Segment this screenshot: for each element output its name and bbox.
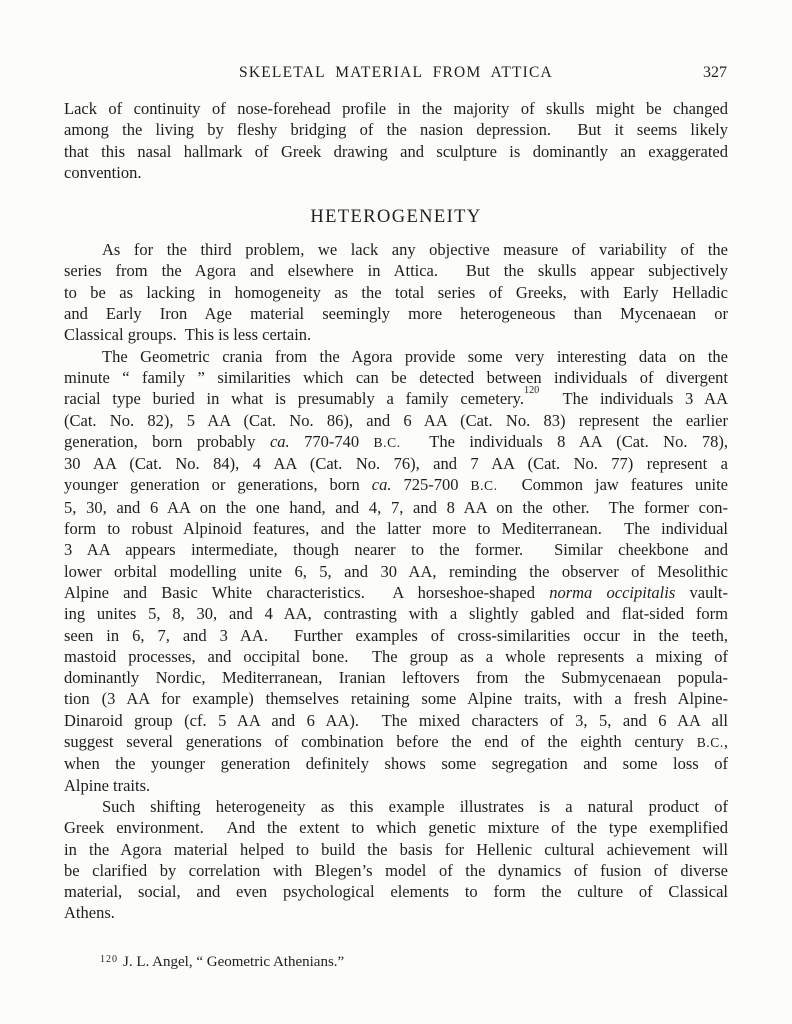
text-line: lower orbital modelling unite 6, 5, and 30 AA, reminding the observer of Mesolithic — [64, 561, 728, 581]
paragraph — [64, 98, 728, 183]
text-line: convention. — [64, 162, 142, 182]
text-line: to be as lacking in homogeneity as the total series of Greeks, with Early Helladic — [64, 282, 728, 302]
text-line: Alpine traits. — [64, 775, 151, 795]
text-line: dominantly Nordic, Mediterranean, Iranian leftovers from the Submycenaean popula- — [64, 668, 728, 688]
text-line: material, social, and even psychological elements to form the culture of Classical — [64, 882, 728, 902]
text-line: 3 AA appears intermediate, though nearer to the former. Similar cheekbone and — [64, 540, 728, 560]
text-line: among the living by fleshy bridging of the nasion depression. But it seems likely — [64, 120, 728, 140]
text-line: that this nasal hallmark of Greek drawing and sculpture is dominantly an exaggerated — [64, 141, 728, 161]
text-line: Dinaroid group (cf. 5 AA and 6 AA). The mixed characters of 3, 5, and 6 AA all — [64, 710, 728, 730]
text-line: Greek environment. And the extent to which genetic mixture of the type exemplified — [64, 818, 728, 838]
text-line: Classical groups. This is less certain. — [64, 325, 312, 345]
text-line: suggest several generations of combination before the end of the eighth century B.C., — [64, 732, 728, 752]
text-line: seen in 6, 7, and 3 AA. Further examples of cross-similarities occur in the teeth, — [64, 625, 728, 645]
text-line: Lack of continuity of nose-forehead profile in the majority of skulls might be changed — [64, 99, 728, 118]
text-line: be clarified by correlation with Blegen’s model of the dynamics of fusion of diverse — [64, 860, 728, 880]
text-line: series from the Agora and elsewhere in Attica. But the skulls appear subjectively — [64, 261, 728, 281]
footnote-text: J. L. Angel, “ Geometric Athenians.” — [123, 953, 345, 970]
text-line: minute “ family ” similarities which can be detected between individuals of divergent — [64, 367, 728, 387]
text-line: generation, born probably ca. 770-740 B.C. The individuals 8 AA (Cat. No. 78), — [64, 431, 729, 451]
text-line: 5, 30, and 6 AA on the one hand, and 4, 7, and 8 AA on the other. The former con- — [64, 497, 728, 517]
text-line: 30 AA (Cat. No. 84), 4 AA (Cat. No. 76), and 7 AA (Cat. No. 77) represent a — [64, 454, 728, 474]
running-title: SKELETAL MATERIAL FROM ATTICA — [239, 64, 553, 81]
text-line: racial type buried in what is presumably a family cemetery.$^{120}$ The individuals 3 AA — [64, 385, 728, 409]
text-line: Alpine and Basic White characteristics. A horseshoe-shaped norma occipitalis vault- — [64, 582, 728, 602]
page-number: 327 — [703, 64, 727, 81]
footnote — [64, 950, 728, 972]
text-line: when the younger generation definitely shows some segregation and some loss of — [64, 754, 728, 774]
text-line: form to robust Alpinoid features, and the latter more to Mediterranean. The individual — [64, 519, 728, 539]
text-line: Such shifting heterogeneity as this example illustrates is a natural product of — [102, 796, 728, 816]
paragraph — [64, 796, 728, 924]
text-line: The Geometric crania from the Agora provide some very interesting data on the — [102, 346, 728, 366]
text-line: younger generation or generations, born ca. 725-700 B.C. Common jaw features unite — [64, 475, 728, 495]
text-line: ing unites 5, 8, 30, and 4 AA, contrasting with a slightly gabled and flat-sided form — [64, 604, 728, 624]
text-line: Athens. — [64, 903, 115, 923]
page-header — [64, 64, 728, 86]
text-line: (Cat. No. 82), 5 AA (Cat. No. 86), and 6 AA (Cat. No. 83) represent the earlier — [64, 410, 728, 430]
text-line: and Early Iron Age material seemingly more heterogeneous than Mycenaean or — [64, 304, 728, 324]
text-line: tion (3 AA for example) themselves retaining some Alpine traits, with a fresh Alpine- — [64, 689, 728, 709]
section-heading: HETEROGENEITY — [310, 207, 482, 228]
footnote-marker: 120 — [100, 953, 118, 965]
paragraph — [64, 346, 728, 796]
text-line: mastoid processes, and occipital bone. The group as a whole represents a mixing of — [64, 646, 728, 666]
document-body — [64, 98, 728, 924]
text-line: As for the third problem, we lack any objective measure of variability of the — [102, 240, 728, 260]
paragraph — [64, 239, 728, 345]
text-line: in the Agora material helped to build the basis for Hellenic cultural achievement will — [64, 839, 728, 859]
